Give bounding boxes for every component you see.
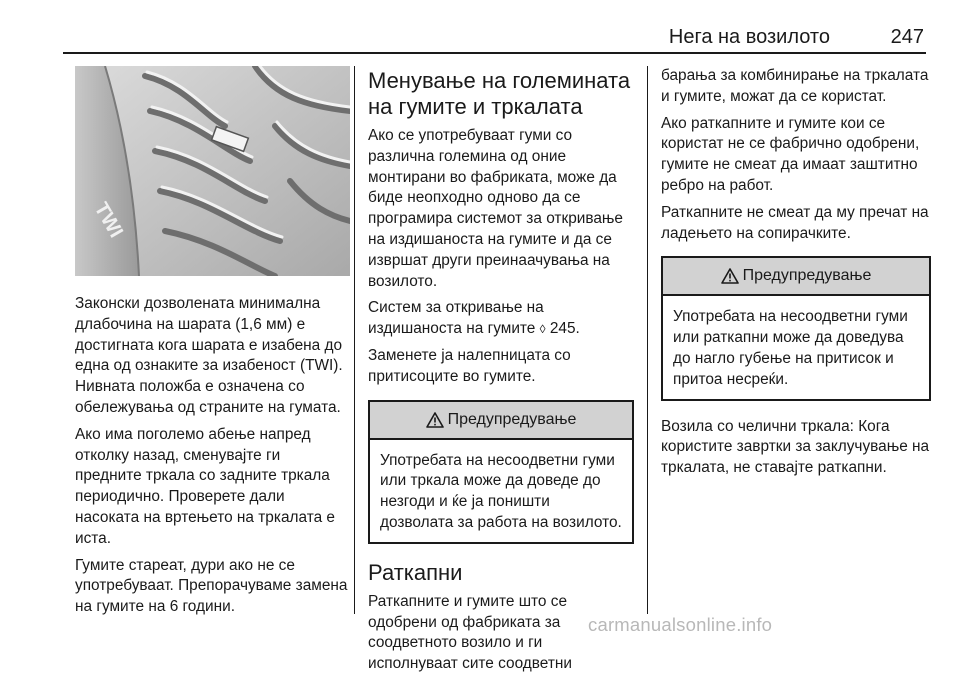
paragraph: Ако раткапните и гумите кои се користат не се фабрично одобрени, гумите не смеат да имаат заштитно ребро на работ. <box>661 114 920 194</box>
paragraph: Возила со челични тркала: Кога користите завртки за заклучување на тркалата, не ставајте раткапни. <box>661 417 930 477</box>
column-divider <box>647 66 648 614</box>
tire-tread-illustration <box>75 66 350 276</box>
warning-body <box>663 296 929 398</box>
paragraph: Ако се употребуваат гуми со различна големина од оние монтирани во фабриката, може да биде неопходно одново да се програмира системот за откривање на издишаноста на гумите и да се извршат други преинаачувања на возилото. <box>368 127 623 290</box>
section-heading: Раткапни <box>368 559 463 585</box>
paragraph: Заменете ја налепницата со притисоците во гумите. <box>368 346 571 385</box>
twi-sidewall-label: TWI <box>89 198 128 242</box>
column-divider <box>354 66 355 614</box>
paragraph-with-reference <box>368 298 634 340</box>
warning-body <box>370 440 632 542</box>
warning-title: Предупредување <box>447 410 577 428</box>
column-2 <box>368 66 634 681</box>
paragraph: Законски дозволената минимална длабочина на шарата (1,6 мм) е достигната кога шарата е изабена до една од ознаките за изабеност (TWI). Нивната положба е означена со обележувања од страните на гумата. <box>75 295 343 416</box>
warning-text: Употребата на несоодветни гуми или раткапни може да доведува до нагло губење на притисок и притоа несреќи. <box>673 308 908 388</box>
warning-title: Предупредување <box>742 267 872 285</box>
section-heading: Менување на големината на гумите и тркалата <box>368 68 631 119</box>
reference-text: Систем за откривање на издишаноста на гумите <box>368 299 544 338</box>
warning-box <box>368 400 634 544</box>
column-3 <box>661 66 931 485</box>
page-header <box>63 14 926 54</box>
warning-triangle-icon <box>426 412 444 428</box>
warning-header <box>370 402 632 440</box>
page-number: 247 <box>890 26 924 48</box>
column-1 <box>75 66 350 624</box>
paragraph: Раткапните не смеат да му пречат на ладењето на сопирачките. <box>661 203 929 242</box>
warning-triangle-icon <box>721 268 739 284</box>
page-reference-icon: ◊ <box>539 322 546 337</box>
paragraph: Ако има поголемо абење напред отколку назад, сменувајте ги предните тркала со задните тркала периодично. Проверете дали насоката на вртењето на тркалата е иста. <box>75 425 335 547</box>
warning-box <box>661 256 931 400</box>
paragraph: Гумите стареат, дури ако не се употребуваат. Препорачуваме замена на гумите на 6 години. <box>75 556 348 616</box>
warning-text: Употребата на несоодветни гуми или тркала може да доведе до незгоди и ќе ја поништи дозволата за работа на возилото. <box>380 451 622 531</box>
watermark: carmanualsonline.info <box>588 614 773 635</box>
paragraph: Раткапните и гумите што се одобрени од фабриката за соодветното возило и ги исполнуваат сите соодветни <box>368 592 572 673</box>
page-reference-link[interactable]: 245. <box>549 320 580 338</box>
paragraph: барања за комбинирање на тркалата и гумите, можат да се користат. <box>661 67 929 105</box>
header-title: Нега на возилото <box>668 26 830 48</box>
warning-header <box>663 258 929 296</box>
